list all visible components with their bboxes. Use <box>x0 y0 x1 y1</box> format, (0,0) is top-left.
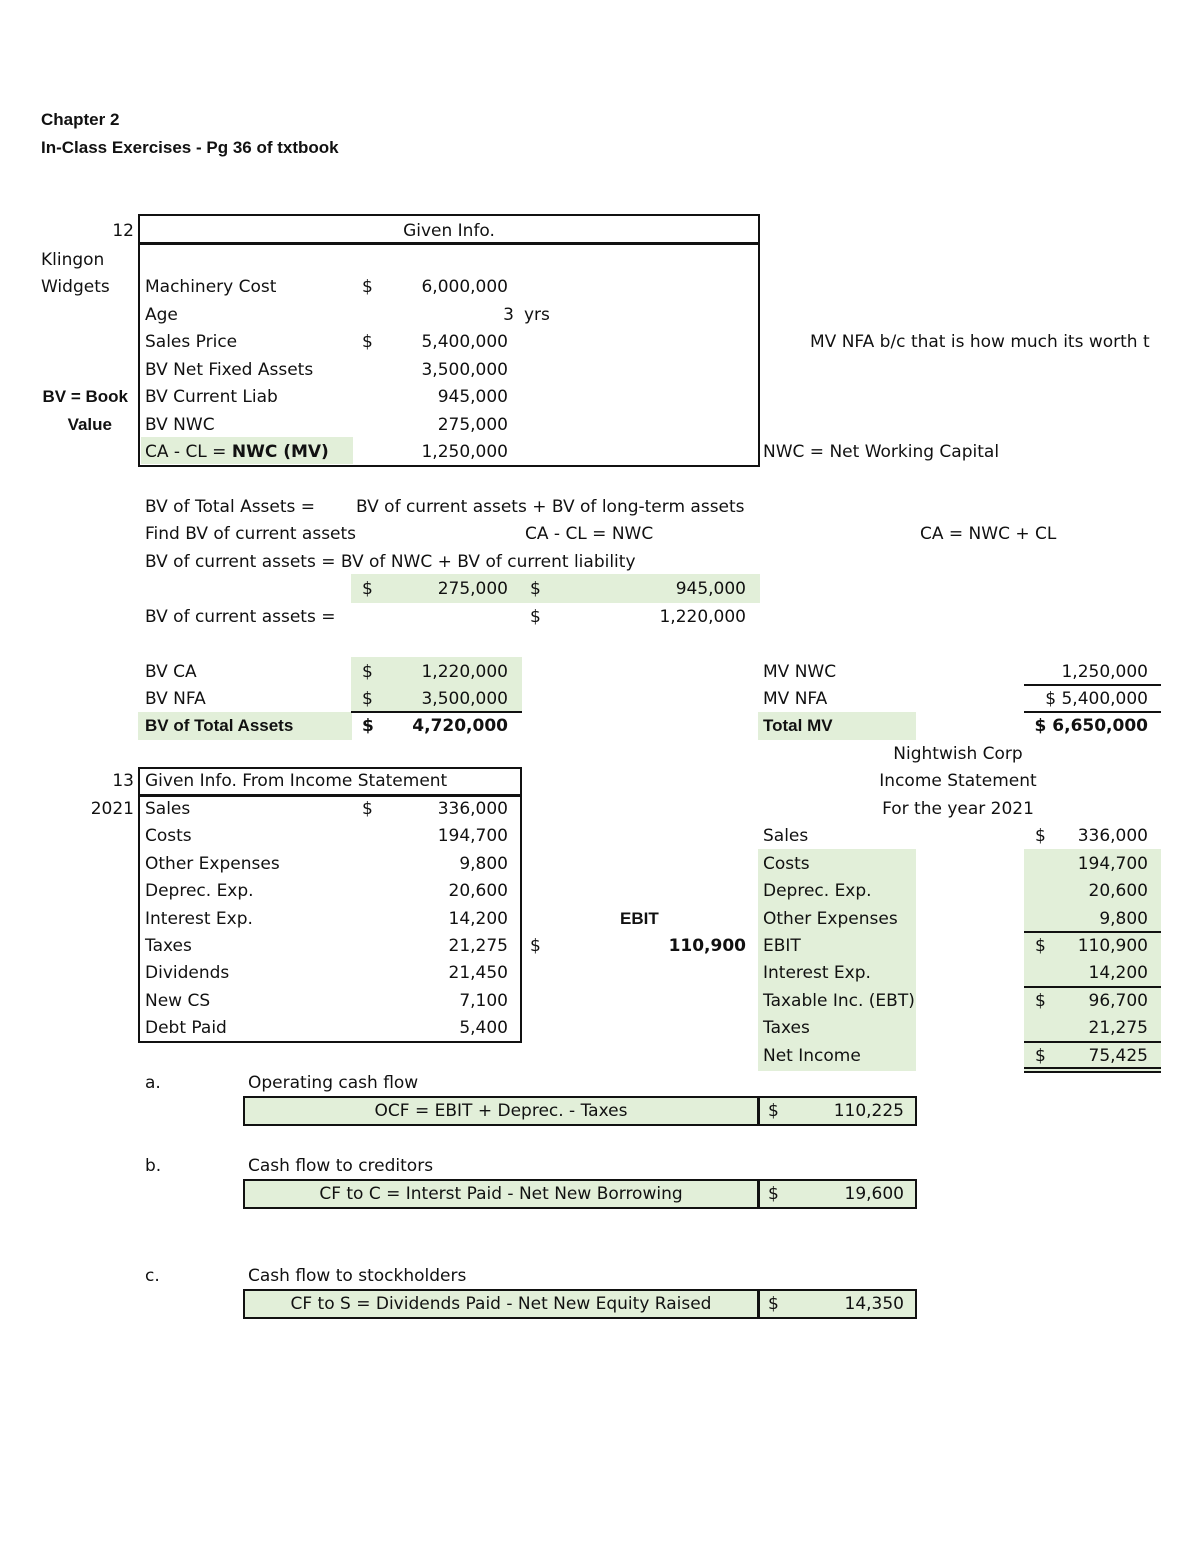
ebit-label: EBIT <box>620 909 659 928</box>
result-dollar: $ <box>768 1294 779 1314</box>
problem-number: 12 <box>112 221 134 241</box>
is-row-label: Costs <box>763 854 810 874</box>
is-row-label: Taxes <box>763 1018 810 1038</box>
row-label-bold: NWC (MV) <box>231 442 329 462</box>
row-label: Costs <box>145 826 192 846</box>
dollar: $ <box>530 607 541 627</box>
row-label: New CS <box>145 991 211 1011</box>
divider <box>138 242 760 245</box>
is-row-value: 9,800 <box>1099 909 1148 929</box>
result-value: 19,600 <box>844 1184 904 1204</box>
note-nwc: NWC = Net Working Capital <box>763 442 1000 462</box>
is-row-dollar: $ <box>1035 991 1046 1011</box>
ca-cl-nwc: CA - CL = NWC <box>525 524 654 544</box>
double-underline <box>1024 1067 1161 1069</box>
row-value: 7,100 <box>459 991 508 1011</box>
is-row-dollar: $ <box>1035 826 1046 846</box>
part-title: Operating cash flow <box>248 1073 419 1093</box>
is-title: Income Statement <box>879 771 1037 791</box>
row-label: Interest Exp. <box>145 909 253 929</box>
bv-current-value: 1,220,000 <box>659 607 746 627</box>
is-row-label: Net Income <box>763 1046 861 1066</box>
dollar: $ <box>530 579 541 599</box>
is-row-value: 14,200 <box>1088 963 1148 983</box>
part-letter: c. <box>145 1266 160 1286</box>
part-letter: b. <box>145 1156 162 1176</box>
part-letter: a. <box>145 1073 161 1093</box>
bv-nfa-value: 3,500,000 <box>421 689 508 709</box>
bv-current-formula: BV of current assets = BV of NWC + BV of current liability <box>145 552 636 572</box>
row-value: 21,450 <box>448 963 508 983</box>
underline <box>1024 684 1161 686</box>
row-value: 9,800 <box>459 854 508 874</box>
row-value: 275,000 <box>437 415 508 435</box>
sum-line <box>1024 1041 1161 1043</box>
note-mv-nfa: MV NFA b/c that is how much its worth t <box>810 332 1150 352</box>
bv-nfa-label: BV NFA <box>145 689 206 709</box>
formula-text: OCF = EBIT + Deprec. - Taxes <box>374 1101 628 1121</box>
ca-equation: CA = NWC + CL <box>920 524 1057 544</box>
row-value: 3 <box>503 305 514 325</box>
row-label: Sales <box>145 799 191 819</box>
row-label: Age <box>145 305 178 325</box>
row-dollar: $ <box>362 332 373 352</box>
sum-line <box>1024 986 1161 988</box>
row-value: 336,000 <box>437 799 508 819</box>
row-label: BV NWC <box>145 415 215 435</box>
sum-line <box>351 711 522 713</box>
row-label-plain: CA - CL = <box>145 442 232 462</box>
result-value: 110,225 <box>833 1101 904 1121</box>
dollar: $ <box>362 689 373 709</box>
is-row-value: 75,425 <box>1088 1046 1148 1066</box>
is-company: Nightwish Corp <box>893 744 1023 764</box>
row-label <box>145 441 329 463</box>
mv-nfa-value: $ 5,400,000 <box>1045 689 1148 709</box>
row-value: 5,400,000 <box>421 332 508 352</box>
is-row-label: Interest Exp. <box>763 963 871 983</box>
ebit-value: 110,900 <box>668 936 746 956</box>
mv-nwc-value: 1,250,000 <box>1061 662 1148 682</box>
bv-note: BV = Book <box>42 387 128 406</box>
divider <box>757 1096 760 1126</box>
row-dollar: $ <box>362 799 373 819</box>
bv-ca-value: 1,220,000 <box>421 662 508 682</box>
result-value: 14,350 <box>844 1294 904 1314</box>
result-dollar: $ <box>768 1101 779 1121</box>
bv-total-def-label: BV of Total Assets = <box>145 497 316 517</box>
double-underline <box>1024 1071 1161 1073</box>
row-value: 20,600 <box>448 881 508 901</box>
row-value: 3,500,000 <box>421 360 508 380</box>
is-row-label: Taxable Inc. (EBT) <box>763 991 915 1011</box>
cl-value: 945,000 <box>675 579 746 599</box>
formula-text: CF to C = Interst Paid - Net New Borrowing <box>319 1184 683 1204</box>
bv-ca-label: BV CA <box>145 662 197 682</box>
is-row-dollar: $ <box>1035 936 1046 956</box>
is-row-value: 96,700 <box>1088 991 1148 1011</box>
row-value: 1,250,000 <box>421 442 508 462</box>
dollar: $ <box>362 579 373 599</box>
row-value: 21,275 <box>448 936 508 956</box>
row-label: Sales Price <box>145 332 238 352</box>
is-row-label: Deprec. Exp. <box>763 881 872 901</box>
is-row-value: 194,700 <box>1077 854 1148 874</box>
ebit-dollar: $ <box>530 936 541 956</box>
part-title: Cash flow to stockholders <box>248 1266 467 1286</box>
row-value: 945,000 <box>437 387 508 407</box>
row-value: 194,700 <box>437 826 508 846</box>
row-dollar: $ <box>362 277 373 297</box>
row-label: BV Net Fixed Assets <box>145 360 314 380</box>
is-row-value: 20,600 <box>1088 881 1148 901</box>
is-row-value: 110,900 <box>1077 936 1148 956</box>
dollar: $ <box>362 662 373 682</box>
find-bv-current: Find BV of current assets <box>145 524 357 544</box>
nwc-value: 275,000 <box>437 579 508 599</box>
is-row-label: Other Expenses <box>763 909 898 929</box>
total-mv-label: Total MV <box>763 716 833 735</box>
row-value: 5,400 <box>459 1018 508 1038</box>
is-row-label: Sales <box>763 826 809 846</box>
company-name: Klingon <box>41 250 105 270</box>
row-label: Debt Paid <box>145 1018 227 1038</box>
bv-total-label: BV of Total Assets <box>145 716 294 735</box>
company-name-line2: Widgets <box>41 277 110 297</box>
row-label: BV Current Liab <box>145 387 278 407</box>
mv-nfa-label: MV NFA <box>763 689 828 709</box>
divider <box>138 794 522 797</box>
year: 2021 <box>90 799 134 819</box>
dollar: $ <box>362 716 374 736</box>
bv-total-def-value: BV of current assets + BV of long-term assets <box>356 497 745 517</box>
mv-nwc-label: MV NWC <box>763 662 837 682</box>
divider <box>757 1179 760 1209</box>
row-unit: yrs <box>524 305 550 325</box>
bv-current-label: BV of current assets = <box>145 607 336 627</box>
is-period: For the year 2021 <box>882 799 1034 819</box>
part-title: Cash flow to creditors <box>248 1156 434 1176</box>
bv-note-line2: Value <box>67 415 112 434</box>
row-label: Dividends <box>145 963 230 983</box>
is-row-dollar: $ <box>1035 1046 1046 1066</box>
bv-total-value: 4,720,000 <box>412 716 508 736</box>
result-dollar: $ <box>768 1184 779 1204</box>
problem-number: 13 <box>112 771 134 791</box>
row-label: Taxes <box>145 936 192 956</box>
page-subtitle: In-Class Exercises - Pg 36 of txtbook <box>41 138 339 157</box>
page-title: Chapter 2 <box>41 110 120 129</box>
divider <box>757 1289 760 1319</box>
row-value: 6,000,000 <box>421 277 508 297</box>
is-row-value: 336,000 <box>1077 826 1148 846</box>
formula-text: CF to S = Dividends Paid - Net New Equity Raised <box>290 1294 712 1314</box>
row-label: Other Expenses <box>145 854 280 874</box>
is-row-value: 21,275 <box>1088 1018 1148 1038</box>
income-given-title: Given Info. From Income Statement <box>145 771 448 791</box>
row-label: Machinery Cost <box>145 277 277 297</box>
given-info-title: Given Info. <box>403 221 495 241</box>
row-value: 14,200 <box>448 909 508 929</box>
total-mv-value: $ 6,650,000 <box>1034 716 1148 736</box>
sum-line <box>1024 931 1161 933</box>
is-row-label: EBIT <box>763 936 801 956</box>
row-label: Deprec. Exp. <box>145 881 254 901</box>
sum-line <box>1024 711 1161 713</box>
